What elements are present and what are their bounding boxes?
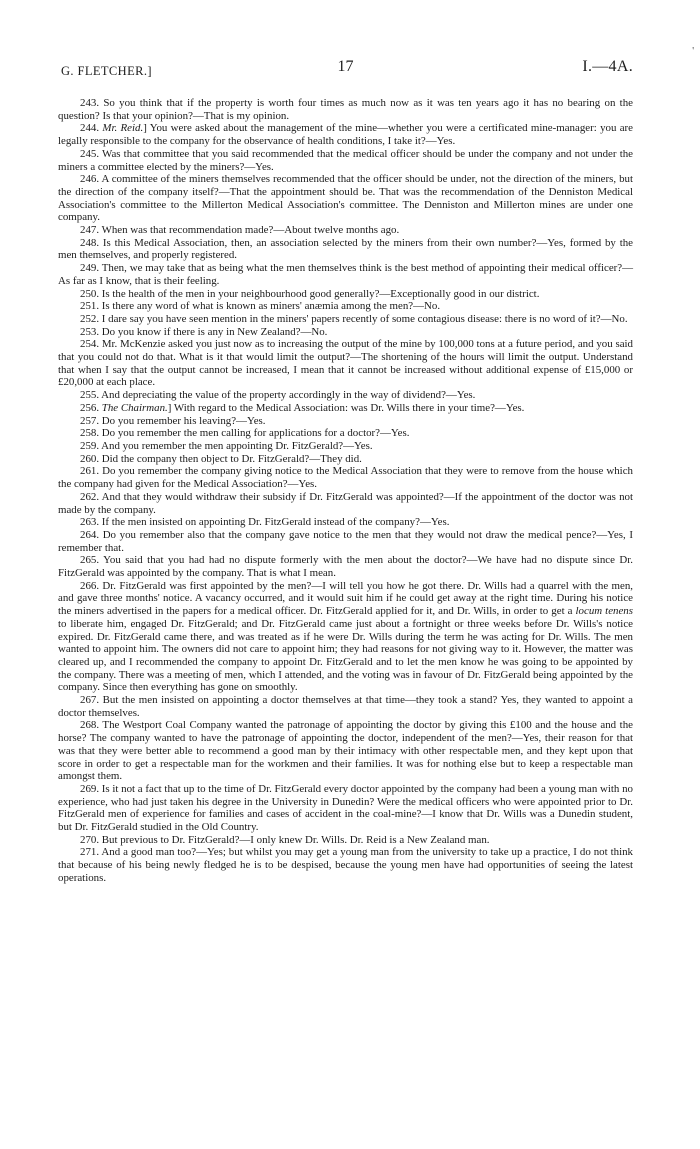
question-paragraph (58, 580, 633, 694)
paragraph-text: ] You were asked about the management of the mine—whether you were a certificated mine-manager: you are legally responsible to the company for the observance of health conditions, I take it?—Yes. (58, 122, 634, 148)
question-paragraph (58, 402, 633, 415)
question-paragraph (58, 491, 633, 516)
running-header (58, 58, 633, 80)
italic-text: locum tenens (575, 605, 633, 618)
question-paragraph (58, 326, 633, 339)
question-paragraph (58, 97, 633, 122)
italic-text: The Chairman. (101, 401, 168, 414)
paragraph-text: 264. Do you remember also that the company gave notice to the men that they would not draw the medical pence?—Yes, I remember that. (58, 528, 633, 554)
question-paragraph (58, 516, 633, 529)
paragraph-text: 246. A committee of the miners themselves recommended that the officer should be under, not the direction of the miners, but the direction of the company itself?—That the appointment should be. That was the recommendation of the Denniston Medical Association's committee to the Millerton Medical Association's committee. The Denniston and Millerton mines are under one company. (58, 173, 633, 224)
paragraph-text: 258. Do you remember the men calling for applications for a doctor?—Yes. (80, 427, 410, 440)
document-page (58, 58, 633, 1118)
question-paragraph (58, 224, 633, 237)
question-paragraph (58, 554, 633, 579)
italic-text: Mr. Reid. (102, 122, 144, 135)
paper-reference: I.—4A. (582, 58, 633, 75)
question-paragraph (58, 262, 633, 287)
question-paragraph (58, 173, 633, 224)
paragraph-text: 256. (80, 401, 102, 414)
question-paragraph (58, 237, 633, 262)
paragraph-text: 269. Is it not a fact that up to the time of Dr. FitzGerald every doctor appointed by the company had been a young man with no experience, who had just taken his degree in the University in Dunedin? Were the medical officers who were appointed prior to Dr. FitzGerald men of experience for families and cases of accident in the coal-mine?—I know that Dr. Wills was a Dunedin student, but Dr. FitzGerald studied in the Old Country. (58, 782, 633, 834)
question-paragraph (58, 288, 633, 301)
paragraph-text: 265. You said that you had had no dispute formerly with the men about the doctor?—We have had no dispute since Dr. FitzGerald was appointed by the company. That is what I mean. (58, 554, 633, 580)
question-paragraph (58, 338, 633, 389)
paragraph-text: 271. And a good man too?—Yes; but whilst you may get a young man from the university to take up a practice, I do not think that because of his being newly fledged he is to be despised, because the young men have had opportunities of seeing the latest operations. (58, 846, 633, 884)
paragraph-text: 255. And depreciating the value of the property accordingly in the way of dividend?—Yes. (80, 389, 476, 402)
paragraph-text: ] With regard to the Medical Association: was Dr. Wills there in your time?—Yes. (167, 401, 525, 414)
witness-name: G. FLETCHER.] (61, 64, 152, 78)
question-paragraph (58, 465, 633, 490)
question-paragraph (58, 313, 633, 326)
paragraph-text: 252. I dare say you have seen mention in the miners' papers recently of some contagious disease: there is no word of it?—No. (80, 312, 628, 325)
paragraph-text: 267. But the men insisted on appointing a doctor themselves at that time—they took a stand? Yes, they wanted to appoint a doctor themselves. (58, 694, 633, 719)
paragraph-text: 266. Dr. FitzGerald was first appointed by the men?—I will tell you how he got there. Dr. Wills had a quarrel with the men, and gave three months' notice. A vacancy occurred, and it would suit him if he could get away at the right time. During his notice the miners advertised in the papers for a medical officer. Dr. FitzGerald applied for it, and Dr. Wills, in order to get a (58, 579, 633, 618)
paragraph-text: 257. Do you remember his leaving?—Yes. (80, 414, 266, 427)
question-paragraph (58, 427, 633, 440)
paragraph-text: 261. Do you remember the company giving notice to the Medical Association that they were to remove from the house which the company had given for the Medical Association?—Yes. (58, 465, 633, 491)
question-paragraph (58, 719, 633, 783)
paragraph-text: 243. So you think that if the property is worth four times as much now as it was ten years ago it has no bearing on the question? Is that your opinion?—That is my opinion. (58, 97, 633, 122)
paragraph-text: 270. But previous to Dr. FitzGerald?—I only knew Dr. Wills. Dr. Reid is a New Zealand man. (80, 833, 490, 846)
page-edge-mark: ' (692, 46, 694, 57)
paragraph-text: 247. When was that recommendation made?—About twelve months ago. (80, 224, 400, 237)
question-paragraph (58, 846, 633, 884)
paragraph-text: 254. Mr. McKenzie asked you just now as to increasing the output of the mine by 100,000 tons at a future period, and you said that you could not do that. What is it that would limit the output?—The shortening of the hours will limit the output. Understand that when I say that the output cannot be increased, I mean that it cannot be increased without additional expense of £15,000 or £20,000 at each place. (58, 338, 633, 389)
question-paragraph (58, 122, 633, 147)
paragraph-text: 244. (80, 122, 103, 135)
paragraph-text: 268. The Westport Coal Company wanted the patronage of appointing the doctor by giving this £100 and the house and the horse? The company wanted to have the patronage of appointing the doctor, independent of the men?—Yes, their reason for that was that they were better able to recommend a good man by their intimacy with other respectable men, and they kept upon that score in order to get a respectable man for the workmen and their families. It was for nothing else but to keep a respectable man amongst them. (58, 719, 633, 783)
question-paragraph (58, 389, 633, 402)
paragraph-text: 259. And you remember the men appointing Dr. FitzGerald?—Yes. (80, 439, 373, 452)
paragraph-text: 263. If the men insisted on appointing Dr. FitzGerald instead of the company?—Yes. (80, 516, 450, 529)
question-paragraph (58, 415, 633, 428)
paragraph-text: 250. Is the health of the men in your neighbourhood good generally?—Exceptionally good in our district. (80, 287, 540, 300)
paragraph-text: 260. Did the company then object to Dr. FitzGerald?—They did. (80, 452, 362, 465)
question-paragraph (58, 453, 633, 466)
question-paragraph (58, 529, 633, 554)
question-paragraph (58, 440, 633, 453)
question-paragraph (58, 834, 633, 847)
paragraph-text: to liberate him, engaged Dr. FitzGerald; and Dr. FitzGerald came just about a fortnight or three weeks before Dr. Wills's notice expired. Dr. FitzGerald came there, and was treated as if he were Dr. Wills during the term he was acting for Dr. Wills. The men wanted to appoint him. The owners did not care to appoint him; they had reasons for not giving way to it. However, the matter was cleared up, and I recommended the company to appoint Dr. FitzGerald and to let the men know he was going to be appointed by the company. There was a meeting of men, which I attended, and the voting was in favour of Dr. FitzGerald being appointed by the company. Since then everything has gone on smoothly. (58, 617, 633, 694)
question-paragraph (58, 300, 633, 313)
question-paragraph (58, 783, 633, 834)
paragraph-text: 245. Was that committee that you said recommended that the medical officer should be under the company and not under the miners a committee elected by the miners?—Yes. (58, 147, 633, 173)
question-paragraph (58, 148, 633, 173)
paragraph-text: 251. Is there any word of what is known as miners' anæmia among the men?—No. (80, 300, 441, 313)
page-number: 17 (337, 58, 354, 75)
paragraph-text: 253. Do you know if there is any in New Zealand?—No. (80, 325, 328, 338)
paragraph-text: 262. And that they would withdraw their subsidy if Dr. FitzGerald was appointed?—If the appointment of the doctor was not made by the company. (58, 490, 633, 516)
paragraph-text: 248. Is this Medical Association, then, an association selected by the miners from their own number?—Yes, formed by the men themselves, and properly registered. (58, 236, 633, 262)
question-paragraph (58, 694, 633, 719)
evidence-text (58, 97, 633, 885)
paragraph-text: 249. Then, we may take that as being what the men themselves think is the best method of appointing their medical officer?—As far as I know, that is their feeling. (58, 262, 633, 287)
